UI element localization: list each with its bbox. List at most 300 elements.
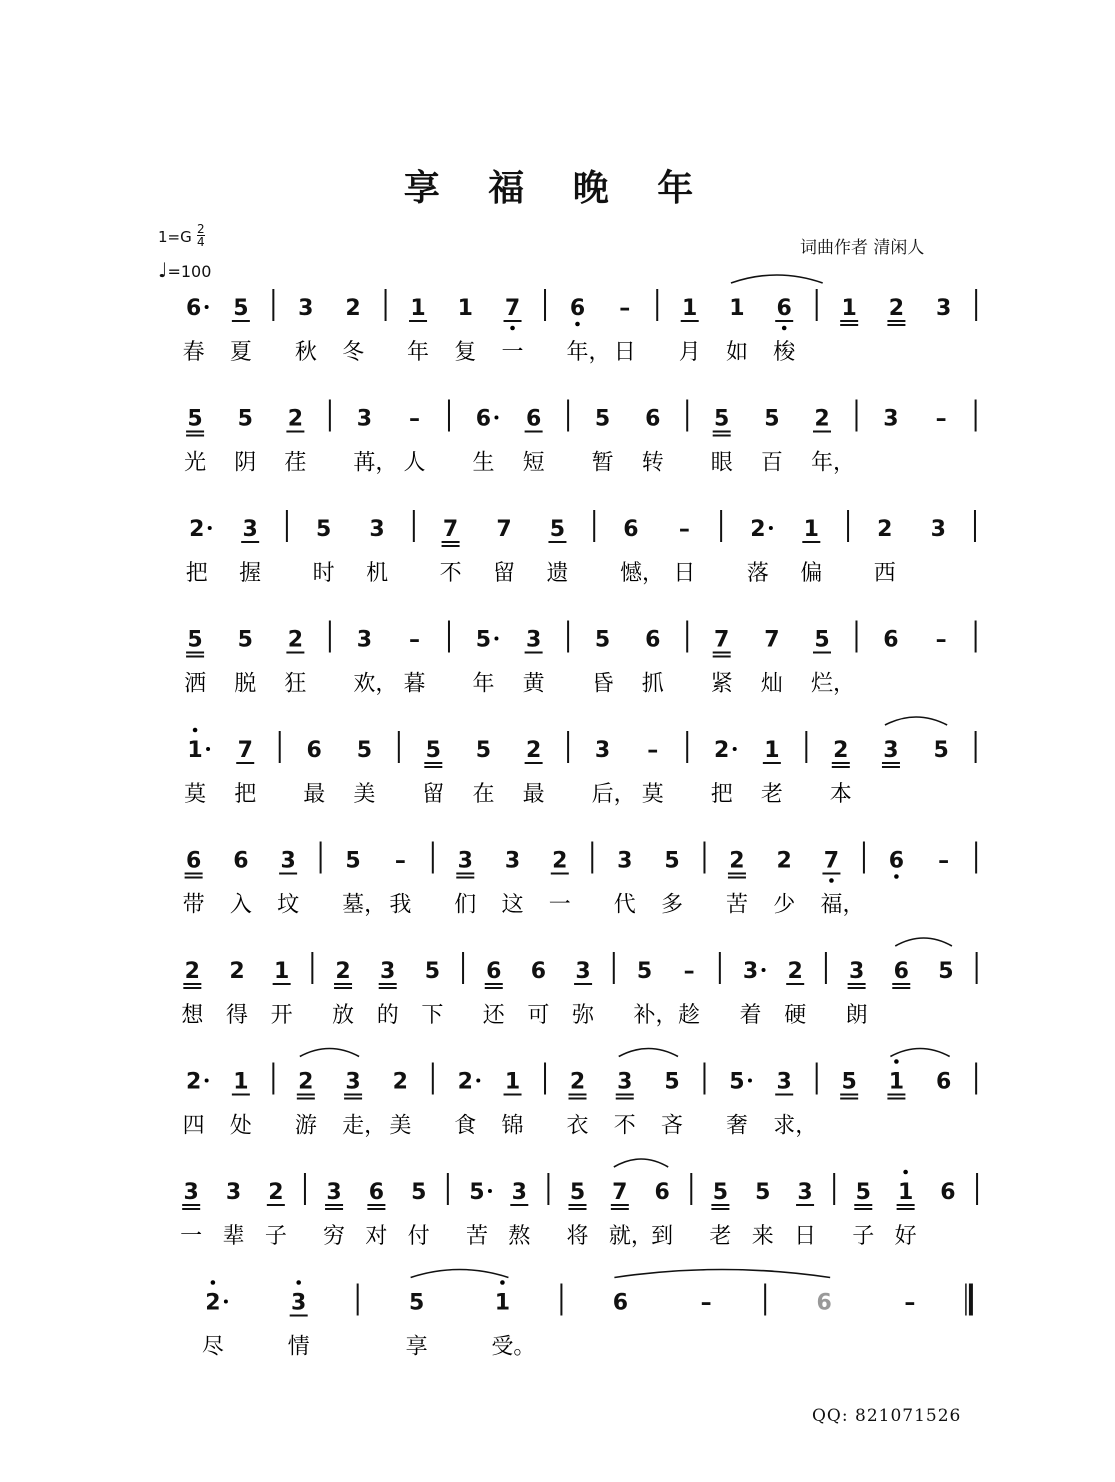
lyric-char: 穷 <box>323 1224 346 1249</box>
note: 3 <box>511 1180 527 1205</box>
note: 5 <box>938 959 954 984</box>
augmentation-dot <box>476 1079 480 1083</box>
note: 5 <box>664 1069 680 1095</box>
lyric-char: 春 <box>182 340 205 365</box>
lyric-char: 多 <box>660 892 684 918</box>
note: – <box>409 627 420 653</box>
lyric-char: 握 <box>239 561 262 586</box>
note: 5 <box>475 738 492 763</box>
note: 5 <box>714 406 730 432</box>
lyric-char: 遗 <box>546 561 569 586</box>
lyric-char: 时 <box>312 561 335 586</box>
note: 1 <box>233 1069 249 1095</box>
note: 3 <box>594 738 611 763</box>
note: 1 <box>764 738 780 763</box>
lyric-char: 洒 <box>184 671 207 697</box>
note: 6 <box>645 406 661 432</box>
lyric-char: 荏 <box>284 450 307 476</box>
time-denominator: 4 <box>197 235 205 249</box>
note: 3 <box>326 1180 342 1205</box>
lyric-char: 墓， <box>342 892 387 918</box>
note: 2 <box>205 1290 221 1316</box>
note: 6 <box>475 406 492 432</box>
lyric-char: 福， <box>820 892 865 918</box>
lyric-char: 美 <box>389 1113 412 1139</box>
note: 6 <box>776 296 792 321</box>
note: 5 <box>315 517 332 542</box>
note: 3 <box>883 406 899 432</box>
low-octave-dot <box>829 878 834 883</box>
lyric-char: 着 <box>739 1003 762 1028</box>
note: 5 <box>664 848 680 874</box>
note: 3 <box>291 1290 307 1316</box>
note: 7 <box>823 848 840 874</box>
note: 2 <box>185 1069 202 1095</box>
note: 2 <box>229 959 245 984</box>
augmentation-dot <box>494 637 498 641</box>
lyric-char: 可 <box>527 1003 550 1028</box>
note: 2 <box>287 627 304 653</box>
lyric-char: 带 <box>182 892 205 918</box>
tie-slur <box>300 1049 359 1057</box>
lyric-char: 对 <box>365 1224 388 1249</box>
augmentation-dot <box>762 968 766 972</box>
lyric-char: 年， <box>811 450 856 476</box>
high-octave-dot <box>296 1280 301 1285</box>
note: 7 <box>504 296 521 321</box>
note: 2 <box>287 406 304 432</box>
note: 6 <box>645 627 661 653</box>
tie-slur <box>619 1049 678 1057</box>
augmentation-dot <box>494 416 498 420</box>
lyric-char: 日 <box>794 1224 817 1249</box>
note: 6 <box>816 1290 832 1316</box>
lyric-char: 一 <box>180 1224 203 1249</box>
lyric-char: 暂 <box>591 450 614 476</box>
lyric-char: 欢， <box>353 671 398 697</box>
lyric-char: 一 <box>501 340 524 365</box>
note: 5 <box>841 1069 857 1095</box>
lyric-char: 入 <box>229 892 252 918</box>
lyric-char: 昏 <box>591 671 614 697</box>
note: 5 <box>594 406 611 432</box>
lyric-char: 得 <box>225 1003 249 1028</box>
note: 5 <box>469 1180 485 1205</box>
note: – <box>938 848 950 874</box>
note: 7 <box>237 738 253 763</box>
lyric-char: 机 <box>366 561 389 586</box>
lyric-char: 偏 <box>800 561 823 586</box>
note: 1 <box>494 1290 511 1316</box>
lyric-char: 狂 <box>284 671 307 697</box>
note: 3 <box>936 296 952 321</box>
lyric-char: 把 <box>710 782 733 807</box>
note: 6 <box>883 627 899 653</box>
note: 6 <box>612 1290 629 1316</box>
lyric-char: 黄 <box>522 671 545 697</box>
note: 1 <box>729 296 745 321</box>
note: 5 <box>475 627 492 653</box>
lyric-char: 游 <box>294 1113 317 1139</box>
note: 2 <box>457 1069 473 1095</box>
augmentation-dot <box>224 1300 228 1304</box>
note: 1 <box>841 296 857 321</box>
note: 3 <box>525 627 542 653</box>
note: 2 <box>552 848 568 874</box>
note: 6 <box>888 848 905 874</box>
lyric-char: 我 <box>389 892 412 918</box>
note: – <box>619 296 631 321</box>
note: 3 <box>883 738 899 763</box>
note: 6 <box>654 1180 670 1205</box>
note: 6 <box>185 848 202 874</box>
lyric-char: 子 <box>264 1224 287 1249</box>
low-octave-dot <box>510 326 515 331</box>
tie-slur <box>885 717 947 725</box>
high-octave-dot <box>193 728 198 733</box>
note: – <box>935 627 947 653</box>
lyric-char: 衣 <box>566 1113 589 1139</box>
lyric-char: 放 <box>332 1003 355 1028</box>
lyric-char: 脱 <box>234 671 257 697</box>
lyric-char: 熬 <box>508 1224 531 1249</box>
lyric-char: 锦 <box>501 1113 524 1139</box>
lyric-char: 年 <box>472 671 495 697</box>
lyric-char: 补， <box>633 1003 678 1028</box>
lyric-char: 弥 <box>572 1003 595 1028</box>
lyric-char: 短 <box>522 450 545 476</box>
lyric-char: 最 <box>522 782 545 807</box>
note: 3 <box>242 517 258 542</box>
note: 5 <box>356 738 373 763</box>
note: 6 <box>940 1180 956 1205</box>
lyric-char: 年， <box>566 340 611 365</box>
low-octave-dot <box>894 874 899 879</box>
lyric-char: 食 <box>454 1113 477 1139</box>
note: 6 <box>525 406 542 432</box>
note: – <box>935 406 947 432</box>
lyric-char: 一 <box>548 892 571 918</box>
key-signature: 1=G <box>158 228 192 246</box>
note: 2 <box>814 406 830 432</box>
low-octave-dot <box>782 326 787 331</box>
lyric-char: 将 <box>566 1224 589 1249</box>
lyric-char: 梭 <box>773 340 796 365</box>
lyric-char: 苦 <box>725 892 748 918</box>
note: 5 <box>729 1069 745 1095</box>
lyric-char: 趁 <box>678 1003 701 1028</box>
note: 6 <box>486 959 502 984</box>
lyric-char: 来 <box>751 1224 774 1249</box>
note: 3 <box>298 296 314 321</box>
note: 2 <box>335 959 351 984</box>
time-numerator: 2 <box>197 222 205 236</box>
note: 7 <box>442 517 459 542</box>
note: 3 <box>225 1180 242 1205</box>
note: 2 <box>729 848 745 874</box>
lyric-char: 百 <box>760 450 783 476</box>
lyric-char: 把 <box>185 561 208 586</box>
note: 3 <box>369 517 385 542</box>
composer-credit: 词曲作者 清闲人 <box>800 238 925 258</box>
note: 5 <box>233 296 249 321</box>
augmentation-dot <box>205 305 209 309</box>
lyric-char: 在 <box>472 782 495 807</box>
augmentation-dot <box>488 1189 492 1193</box>
note: 1 <box>888 1069 905 1095</box>
lyric-char: 四 <box>182 1113 205 1139</box>
note: 2 <box>392 1069 408 1095</box>
note: 5 <box>187 406 203 432</box>
lyric-char: 留 <box>493 561 516 586</box>
lyric-char: 灿 <box>760 671 783 697</box>
note: 3 <box>183 1180 199 1205</box>
lyric-char: 烂， <box>811 671 856 697</box>
note: 5 <box>933 738 949 763</box>
lyric-char: 好 <box>894 1224 917 1249</box>
note: – <box>683 959 695 984</box>
lyric-char: 子 <box>852 1224 875 1249</box>
note: 2 <box>189 517 205 542</box>
note: 1 <box>410 296 426 321</box>
lyric-char: 后， <box>591 782 636 807</box>
lyric-char: 尽 <box>201 1334 224 1360</box>
lyric-char: 不 <box>439 561 462 586</box>
lyric-char: 奢 <box>725 1113 748 1139</box>
lyric-char: 抓 <box>641 671 664 697</box>
note: 5 <box>755 1180 771 1205</box>
lyric-char: 老 <box>709 1224 732 1249</box>
low-octave-dot <box>575 322 580 327</box>
lyric-char: 苒， <box>353 450 398 476</box>
note: 3 <box>380 959 396 984</box>
lyric-char: 情 <box>287 1334 310 1360</box>
lyric-char: 的 <box>376 1003 399 1028</box>
note: 6 <box>233 848 249 874</box>
lyric-char: 阴 <box>234 450 257 476</box>
lyric-char: 吝 <box>660 1113 684 1139</box>
lyric-char: 这 <box>501 892 524 918</box>
note: 5 <box>594 627 611 653</box>
note: – <box>678 517 690 542</box>
note: 2 <box>787 959 803 984</box>
lyric-char: 还 <box>482 1003 505 1028</box>
note: 3 <box>356 406 373 432</box>
note: 3 <box>776 1069 792 1095</box>
note: 3 <box>457 848 473 874</box>
note: 1 <box>682 296 698 321</box>
note: 2 <box>298 1069 314 1095</box>
lyric-char: 们 <box>454 892 477 918</box>
note: 5 <box>569 1180 586 1205</box>
note: – <box>647 738 659 763</box>
note: 5 <box>237 406 253 432</box>
note: 5 <box>855 1180 871 1205</box>
lyric-char: 美 <box>353 782 376 807</box>
note: 2 <box>345 296 361 321</box>
lyric-char: 夏 <box>229 340 252 365</box>
note: 2 <box>569 1069 586 1095</box>
note: 1 <box>897 1180 914 1205</box>
augmentation-dot <box>206 747 210 751</box>
note: 2 <box>888 296 905 321</box>
note: 3 <box>575 959 591 984</box>
lyric-char: 处 <box>229 1113 252 1139</box>
high-octave-dot <box>903 1170 908 1175</box>
lyric-char: 人 <box>403 450 426 476</box>
lyric-char: 光 <box>184 450 207 476</box>
note: 5 <box>237 627 253 653</box>
note: 6 <box>623 517 639 542</box>
lyric-char: 月 <box>678 340 701 365</box>
augmentation-dot <box>733 747 737 751</box>
note: 5 <box>636 959 653 984</box>
lyric-char: 苦 <box>465 1224 488 1249</box>
augmentation-dot <box>205 1079 209 1083</box>
lyric-char: 不 <box>613 1113 636 1139</box>
lyric-char: 西 <box>873 561 896 586</box>
lyric-char: 憾， <box>619 561 664 586</box>
high-octave-dot <box>211 1280 216 1285</box>
lyric-char: 年 <box>407 340 430 365</box>
lyric-char: 想 <box>181 1003 204 1028</box>
lyric-char: 复 <box>454 340 477 365</box>
page-title: 享 福 晚 年 <box>403 168 712 209</box>
lyric-char: 代 <box>613 892 636 918</box>
note: – <box>409 406 420 432</box>
note: 2 <box>776 848 792 874</box>
tie-slur <box>614 1270 830 1278</box>
tie-slur <box>895 938 952 946</box>
lyric-char: 朗 <box>845 1003 868 1028</box>
note: 6 <box>306 738 322 763</box>
note: 1 <box>187 738 203 763</box>
lyric-char: 受。 <box>491 1334 536 1360</box>
note: 6 <box>893 959 909 984</box>
lyric-char: 生 <box>472 450 495 476</box>
lyric-char: 冬 <box>342 340 365 365</box>
note: 7 <box>714 627 730 653</box>
augmentation-dot <box>748 1079 752 1083</box>
lyric-char: 日 <box>673 561 696 586</box>
tie-slur <box>614 1159 668 1167</box>
note: 1 <box>504 1069 521 1095</box>
note: 5 <box>411 1180 427 1205</box>
note: 3 <box>504 848 521 874</box>
augmentation-dot <box>769 526 773 530</box>
note: 1 <box>273 959 290 984</box>
note: 6 <box>530 959 547 984</box>
tie-slur <box>890 1049 949 1057</box>
lyric-char: 就， <box>608 1224 653 1249</box>
note: 3 <box>280 848 296 874</box>
note: 3 <box>617 848 633 874</box>
lyric-char: 落 <box>746 561 769 586</box>
lyric-char: 本 <box>829 782 852 807</box>
note: 5 <box>345 848 361 874</box>
lyric-char: 到 <box>651 1224 674 1249</box>
qq-contact: QQ: 821071526 <box>812 1406 962 1426</box>
lyric-char: 求， <box>773 1113 818 1139</box>
lyric-char: 开 <box>270 1003 293 1028</box>
tie-slur <box>411 1270 509 1278</box>
note: 1 <box>457 296 473 321</box>
lyric-char: 莫 <box>184 782 207 807</box>
lyric-char: 最 <box>303 782 326 807</box>
note: – <box>904 1290 916 1316</box>
note: 2 <box>525 738 542 763</box>
note: 5 <box>187 627 203 653</box>
note: 5 <box>764 406 780 432</box>
note: 6 <box>185 296 202 321</box>
high-octave-dot <box>500 1280 505 1285</box>
lyric-char: 紧 <box>710 671 733 697</box>
note: 3 <box>742 959 759 984</box>
note: 5 <box>712 1180 729 1205</box>
lyric-char: 走， <box>342 1113 387 1139</box>
note: 5 <box>425 738 441 763</box>
note: 3 <box>345 1069 361 1095</box>
augmentation-dot <box>208 526 212 530</box>
note: 5 <box>814 627 830 653</box>
lyric-char: 转 <box>641 450 664 476</box>
lyric-char: 享 <box>405 1334 428 1360</box>
note: 2 <box>833 738 849 763</box>
note: 3 <box>617 1069 633 1095</box>
note: 6 <box>368 1180 385 1205</box>
note: 2 <box>184 959 200 984</box>
tempo-value: =100 <box>167 262 212 281</box>
lyric-char: 少 <box>773 892 796 918</box>
high-octave-dot <box>894 1059 899 1064</box>
note: 2 <box>877 517 893 542</box>
note: 7 <box>496 517 512 542</box>
note: 2 <box>750 517 766 542</box>
note: 2 <box>714 738 730 763</box>
lyric-char: 日 <box>613 340 636 365</box>
note: 6 <box>569 296 586 321</box>
note: 7 <box>764 627 780 653</box>
note: 7 <box>612 1180 628 1205</box>
note: 3 <box>797 1180 813 1205</box>
lyric-char: 暮 <box>403 671 426 697</box>
lyric-char: 莫 <box>641 782 664 807</box>
note: 2 <box>268 1180 284 1205</box>
lyric-char: 眼 <box>710 450 733 476</box>
lyric-char: 付 <box>407 1224 430 1249</box>
lyric-char: 如 <box>725 340 748 365</box>
lyric-char: 老 <box>760 782 783 807</box>
lyric-char: 留 <box>422 782 445 807</box>
note: 3 <box>848 959 865 984</box>
quarter-note-icon: ♩ <box>158 258 168 282</box>
note: 5 <box>424 959 441 984</box>
lyric-char: 坟 <box>277 892 300 918</box>
note: – <box>700 1290 712 1316</box>
tie-slur <box>731 275 823 283</box>
lyric-char: 把 <box>234 782 257 807</box>
lyric-char: 秋 <box>294 340 317 365</box>
lyric-char: 辈 <box>222 1224 245 1249</box>
note: 3 <box>356 627 373 653</box>
note: 6 <box>936 1069 952 1095</box>
note: 5 <box>549 517 566 542</box>
note: 5 <box>408 1290 425 1316</box>
lyric-char: 下 <box>421 1003 444 1028</box>
note: 3 <box>930 517 946 542</box>
lyric-char: 硬 <box>784 1003 807 1028</box>
note: 1 <box>803 517 819 542</box>
